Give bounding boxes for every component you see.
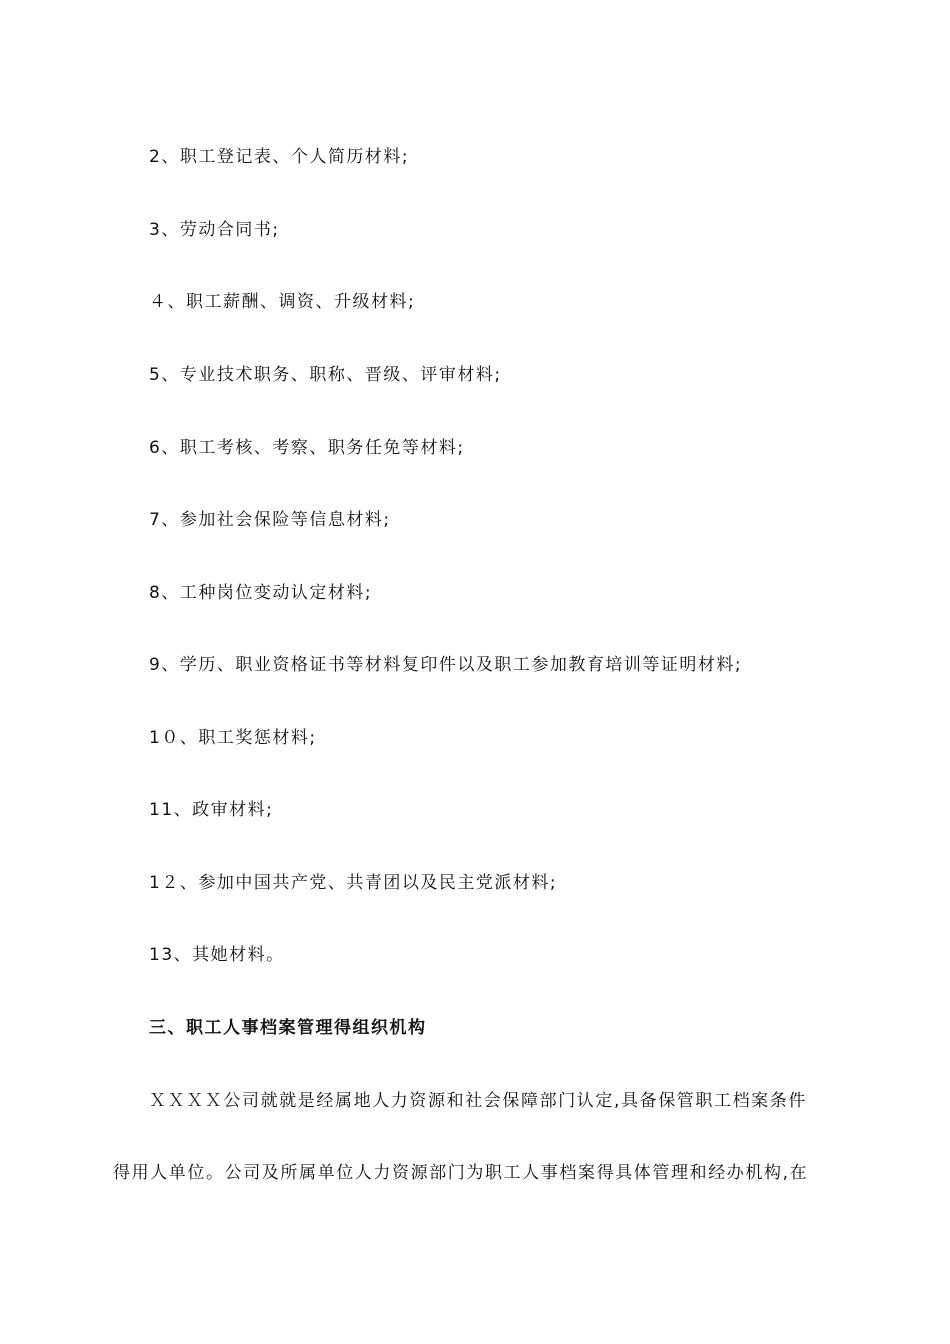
- list-item: 5、专业技术职务、职称、晋级、评审材料;: [149, 365, 502, 385]
- list-item: 3、劳动合同书;: [149, 220, 280, 240]
- list-item: ４、职工薪酬、调资、升级材料;: [149, 292, 416, 312]
- list-item: 1０、职工奖惩材料;: [149, 728, 317, 748]
- list-item: 1２、参加中国共产党、共青团以及民主党派材料;: [149, 873, 558, 893]
- list-item: 13、其她材料。: [149, 945, 285, 965]
- section-heading: 三、职工人事档案管理得组织机构: [149, 1018, 427, 1038]
- list-item: 7、参加社会保险等信息材料;: [149, 510, 391, 530]
- paragraph-line: 得用人单位。公司及所属单位人力资源部门为职工人事档案得具体管理和经办机构,在: [113, 1163, 809, 1183]
- list-item: 11、政审材料;: [149, 800, 274, 820]
- list-item: 9、学历、职业资格证书等材料复印件以及职工参加教育培训等证明材料;: [149, 655, 743, 675]
- paragraph-line: ＸＸＸＸ公司就就是经属地人力资源和社会保障部门认定,具备保管职工档案条件: [149, 1091, 808, 1111]
- list-item: 8、工种岗位变动认定材料;: [149, 583, 373, 603]
- list-item: 2、职工登记表、个人简历材料;: [149, 147, 410, 167]
- list-item: 6、职工考核、考察、职务任免等材料;: [149, 438, 465, 458]
